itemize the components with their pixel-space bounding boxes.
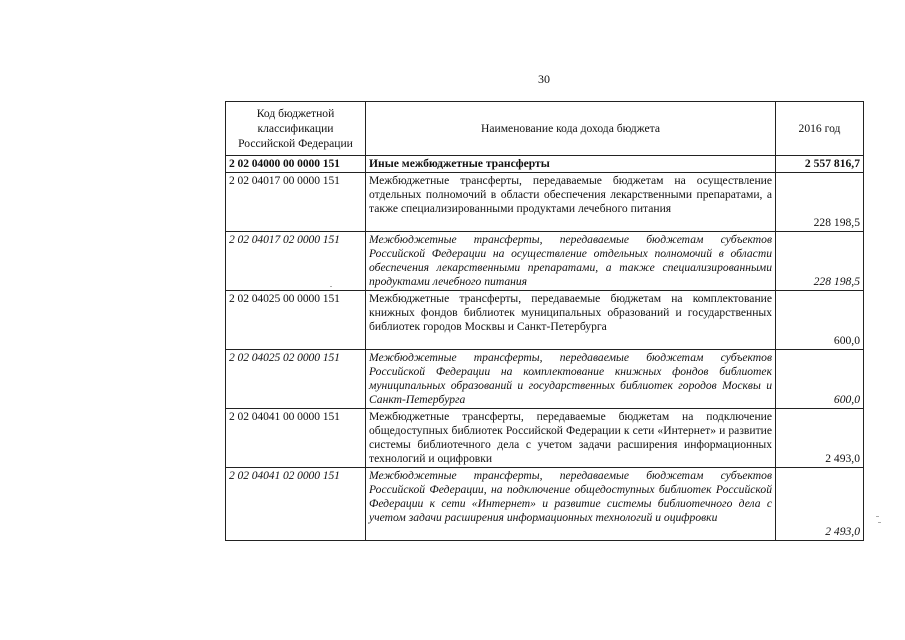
row-code: 2 02 04025 00 0000 151 <box>226 291 366 350</box>
row-code: 2 02 04000 00 0000 151 <box>226 156 366 173</box>
table-row <box>226 232 864 291</box>
row-code: 2 02 04017 02 0000 151 <box>226 232 366 291</box>
row-amount: 600,0 <box>776 291 864 350</box>
table-row <box>226 156 864 173</box>
table-row <box>226 173 864 232</box>
budget-table <box>225 101 864 541</box>
row-code: 2 02 04025 02 0000 151 <box>226 350 366 409</box>
row-name: Межбюджетные трансферты, передаваемые бюджетам субъектов Российской Федерации на осуществление отдельных полномочий в области обеспечения лекарственными препаратами, а также специализированными продуктами лечебного питания <box>366 232 776 291</box>
scan-speck <box>330 286 332 287</box>
scan-speck <box>878 522 881 523</box>
row-amount: 228 198,5 <box>776 232 864 291</box>
row-name: Межбюджетные трансферты, передаваемые бюджетам субъектов Российской Федерации на комплектование книжных фондов библиотек муниципальных образований и государственных библиотек городов Москвы и Санкт-Петербурга <box>366 350 776 409</box>
header-name: Наименование кода дохода бюджета <box>366 102 776 156</box>
table-row <box>226 409 864 468</box>
row-name: Межбюджетные трансферты, передаваемые бюджетам субъектов Российской Федерации, на подключение общедоступных библиотек Российской Федерации к сети «Интернет» и развитие системы библиотечного дела с учетом задачи расширения информационных технологий и оцифровки <box>366 468 776 541</box>
row-name: Межбюджетные трансферты, передаваемые бюджетам на подключение общедоступных библиотек Российской Федерации к сети «Интернет» и развитие системы библиотечного дела с учетом задачи расширения информационных технологий и оцифровки <box>366 409 776 468</box>
header-code: Код бюджетной классификации Российской Федерации <box>226 102 366 156</box>
row-name: Межбюджетные трансферты, передаваемые бюджетам на осуществление отдельных полномочий в области обеспечения лекарственными препаратами, а также специализированными продуктами лечебного питания <box>366 173 776 232</box>
table-row <box>226 350 864 409</box>
row-amount: 600,0 <box>776 350 864 409</box>
scan-speck <box>876 516 879 517</box>
table-row <box>226 291 864 350</box>
row-name: Межбюджетные трансферты, передаваемые бюджетам на комплектование книжных фондов библиотек муниципальных образований и государственных библиотек городов Москвы и Санкт-Петербурга <box>366 291 776 350</box>
row-code: 2 02 04041 02 0000 151 <box>226 468 366 541</box>
header-year: 2016 год <box>776 102 864 156</box>
row-code: 2 02 04041 00 0000 151 <box>226 409 366 468</box>
row-name: Иные межбюджетные трансферты <box>366 156 776 173</box>
table-header-row <box>226 102 864 156</box>
row-amount: 228 198,5 <box>776 173 864 232</box>
row-code: 2 02 04017 00 0000 151 <box>226 173 366 232</box>
row-amount: 2 493,0 <box>776 409 864 468</box>
row-amount: 2 557 816,7 <box>776 156 864 173</box>
page-number: 30 <box>538 72 550 86</box>
budget-table-container <box>225 101 863 541</box>
table-row <box>226 468 864 541</box>
row-amount: 2 493,0 <box>776 468 864 541</box>
